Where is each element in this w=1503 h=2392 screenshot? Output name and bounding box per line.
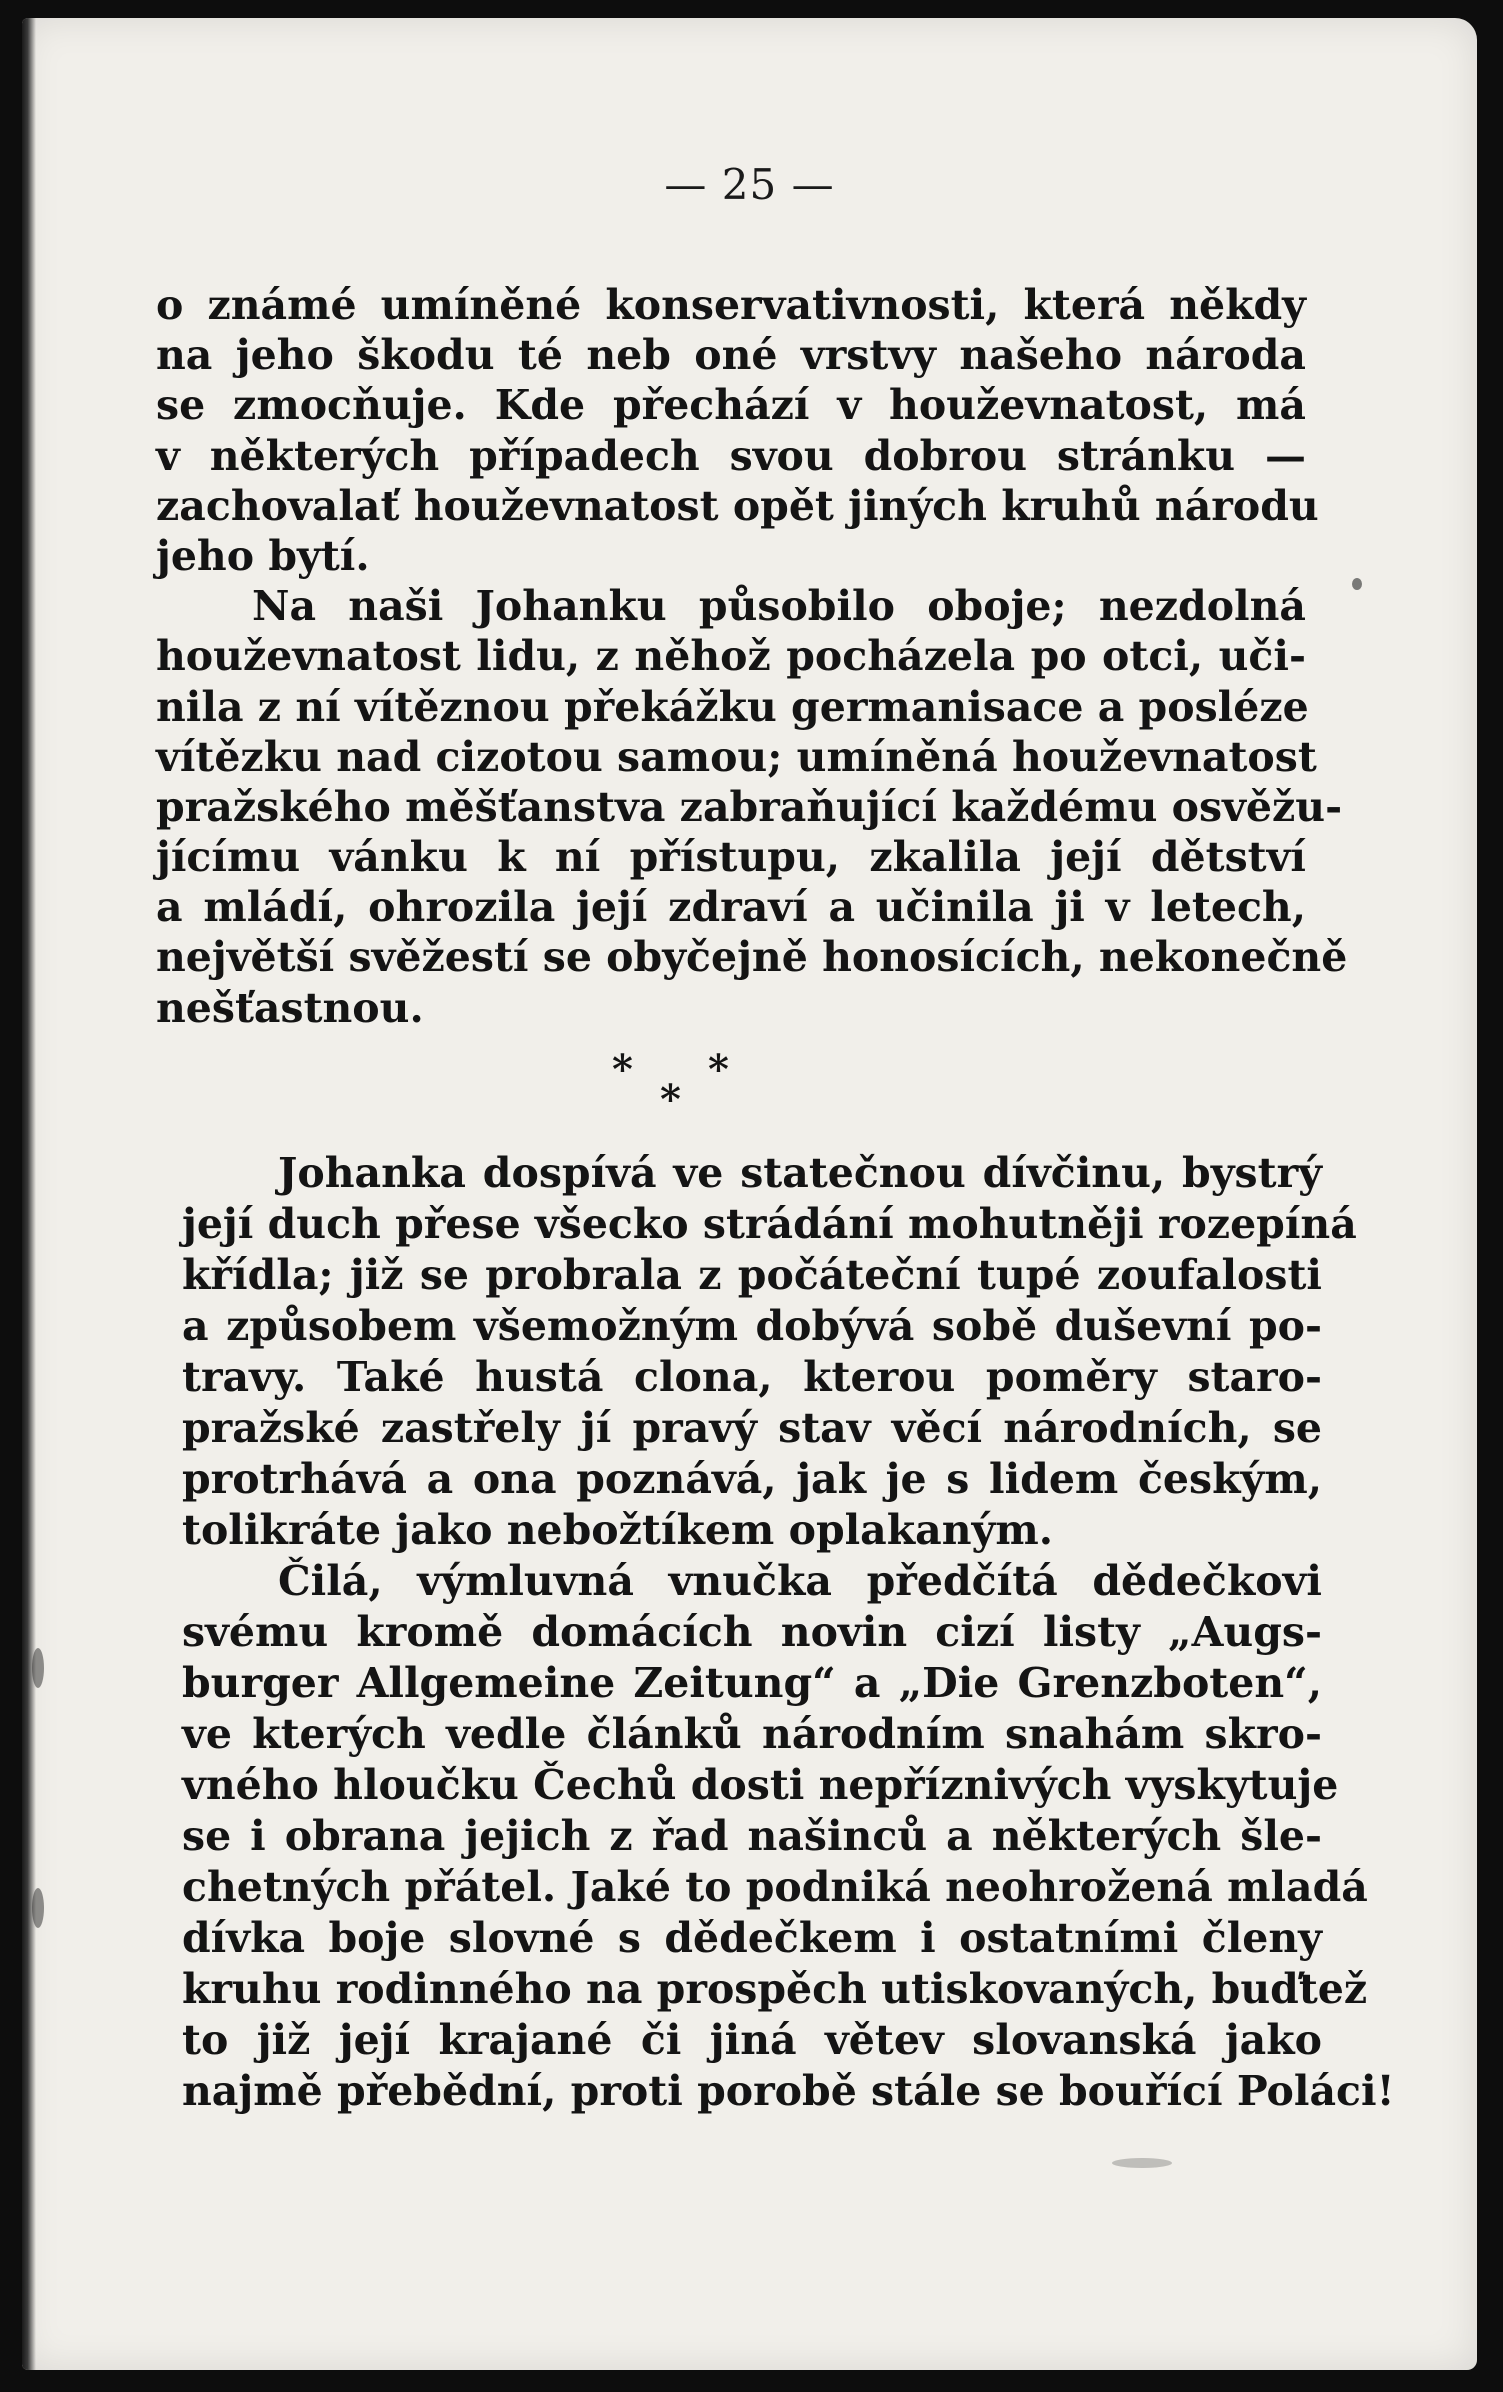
text-line: Čilá, výmluvná vnučka předčítá dědečkovi (278, 1557, 1322, 1605)
text-line: zachovalať houževnatost opět jiných kruhů národu (156, 481, 1319, 530)
separator-star-bottom: * (660, 1076, 681, 1123)
text-line: svému kromě domácích novin cizí listy „Augs- (182, 1608, 1322, 1656)
text-line: její duch přese všecko strádání mohutněji rozepíná (182, 1200, 1357, 1248)
paragraph-b (182, 1148, 1395, 2117)
text-line: chetných přátel. Jaké to podniká neohrožená mladá (182, 1863, 1368, 1911)
text-line: jeho bytí. (156, 531, 370, 580)
text-line: to již její krajané či jiná větev slovanská jako (182, 2016, 1322, 2064)
print-speck (1352, 578, 1362, 590)
page-binding-edge (22, 18, 36, 2370)
text-line: a způsobem všemožným dobývá sobě duševní po- (182, 1302, 1322, 1350)
text-line: křídla; již se probrala z počáteční tupé zoufalosti (182, 1251, 1322, 1299)
text-line: nešťastnou. (156, 983, 424, 1032)
text-line: pražské zastřely jí pravý stav věcí národních, se (182, 1404, 1322, 1452)
separator-star-left: * (612, 1046, 633, 1093)
text-line: a mládí, ohrozila její zdraví a učinila ji v letech, (156, 883, 1306, 932)
text-line: o známé umíněné konservativnosti, která někdy (156, 281, 1306, 329)
text-line: se zmocňuje. Kde přechází v houževnatost, má (156, 381, 1306, 430)
section-separator (612, 1046, 762, 1123)
text-line: kruhu rodinného na prospěch utiskovaných, buďtež (182, 1965, 1368, 2013)
print-speck (1112, 2158, 1172, 2168)
print-speck (32, 1648, 44, 1688)
text-line: protrhává a ona poznává, jak je s lidem českým, (182, 1455, 1322, 1503)
text-line: pražského měšťanstva zabraňující každému osvěžu- (156, 782, 1343, 831)
text-line: tolikráte jako nebožtíkem oplakaným. (182, 1506, 1054, 1554)
text-line: Johanka dospívá ve statečnou dívčinu, bystrý (278, 1149, 1322, 1197)
paragraph-a (156, 280, 1348, 1033)
text-line: houževnatost lidu, z něhož pocházela po otci, uči- (156, 632, 1306, 681)
text-line: dívka boje slovné s dědečkem i ostatními členy (182, 1914, 1322, 1962)
text-line: travy. Také hustá clona, kterou poměry staro- (182, 1353, 1322, 1401)
text-line: se i obrana jejich z řad našinců a některých šle- (182, 1812, 1322, 1860)
book-page (22, 18, 1477, 2370)
print-speck (32, 1888, 44, 1928)
text-line: nila z ní vítěznou překážku germanisace a posléze (156, 682, 1309, 731)
text-line: největší svěžestí se obyčejně honosících, nekonečně (156, 933, 1348, 982)
text-line: najmě přebědní, proti porobě stále se bouřící Poláci! (182, 2067, 1395, 2115)
text-line: vítězku nad cizotou samou; umíněná houževnatost (156, 732, 1317, 781)
text-line: v některých případech svou dobrou stránku — (156, 431, 1306, 480)
text-line: na jeho škodu té neb oné vrstvy našeho národa (156, 331, 1306, 380)
text-line: jícímu vánku k ní přístupu, zkalila její dětství (156, 833, 1306, 882)
text-line: burger Allgemeine Zeitung“ a „Die Grenzboten“, (182, 1659, 1322, 1707)
text-line: ve kterých vedle článků národním snahám skro- (182, 1710, 1322, 1758)
text-line: vného hloučku Čechů dosti nepříznivých vyskytuje (182, 1761, 1339, 1809)
separator-star-right: * (708, 1046, 729, 1093)
text-line: Na naši Johanku působilo oboje; nezdolná (252, 582, 1306, 631)
page-number: — 25 — (664, 160, 835, 209)
